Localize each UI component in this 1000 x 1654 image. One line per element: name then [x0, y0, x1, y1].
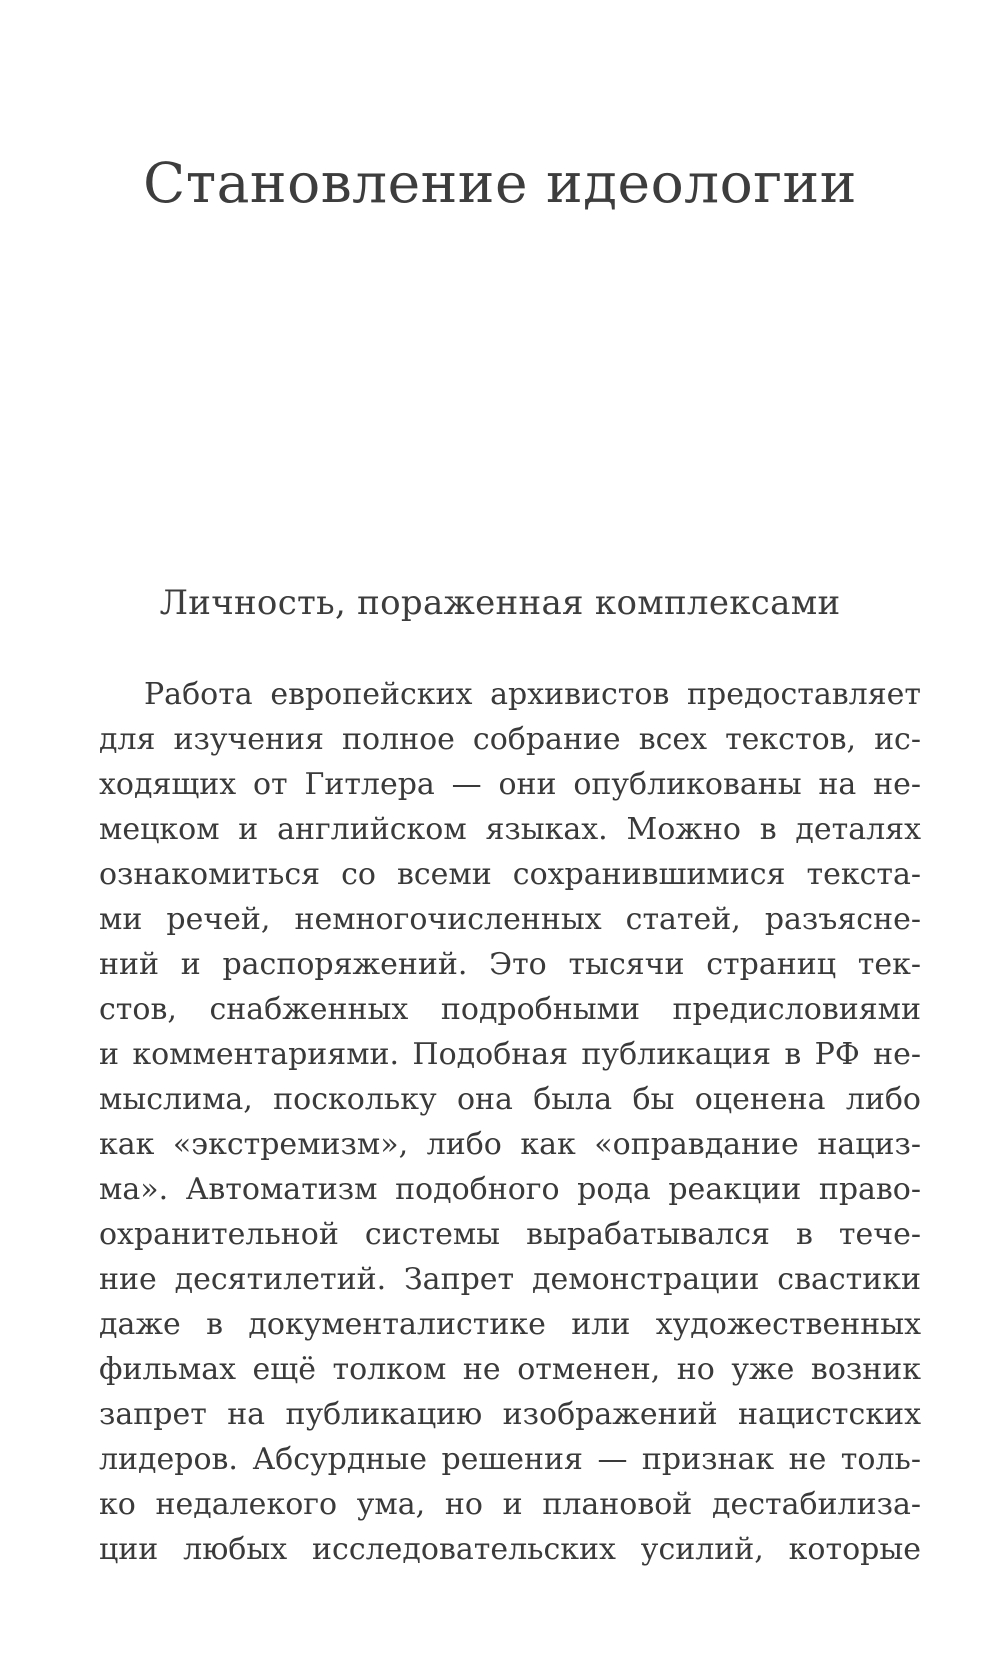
text-line: мыслима, поскольку она была бы оценена либо [99, 1082, 921, 1117]
text-line: ко недалекого ума, но и плановой дестабилиза- [99, 1487, 921, 1522]
text-line: Работа европейских архивистов предоставляет [144, 677, 921, 712]
body-paragraph [99, 672, 921, 1572]
text-line: ний и распоряжений. Это тысячи страниц тек- [99, 947, 921, 982]
text-line: как «экстремизм», либо как «оправдание нациз- [99, 1127, 921, 1162]
text-line: лидеров. Абсурдные решения — признак не толь- [99, 1442, 921, 1477]
section-title: Личность, пораженная комплексами [159, 583, 841, 623]
text-line: и комментариями. Подобная публикация в РФ не- [99, 1037, 921, 1072]
text-line: запрет на публикацию изображений нацистских [99, 1397, 921, 1432]
text-line: стов, снабженных подробными предисловиями [99, 992, 921, 1027]
text-line: фильмах ещё толком не отменен, но уже возник [99, 1352, 921, 1387]
text-line: ма». Автоматизм подобного рода реакции право- [99, 1172, 921, 1207]
text-line: мецком и английском языках. Можно в деталях [99, 812, 921, 847]
text-line: охранительной системы вырабатывался в тече- [99, 1217, 921, 1252]
chapter-title: Становление идеологии [143, 151, 857, 215]
text-line: ние десятилетий. Запрет демонстрации свастики [99, 1262, 921, 1297]
text-line: для изучения полное собрание всех текстов, ис- [99, 722, 921, 757]
text-line: ции любых исследовательских усилий, которые [99, 1532, 921, 1567]
text-line: даже в документалистике или художественных [99, 1307, 921, 1342]
text-line: ходящих от Гитлера — они опубликованы на не- [99, 767, 921, 802]
text-line: ознакомиться со всеми сохранившимися текста- [99, 857, 921, 892]
text-line: ми речей, немногочисленных статей, разъясне- [99, 902, 921, 937]
